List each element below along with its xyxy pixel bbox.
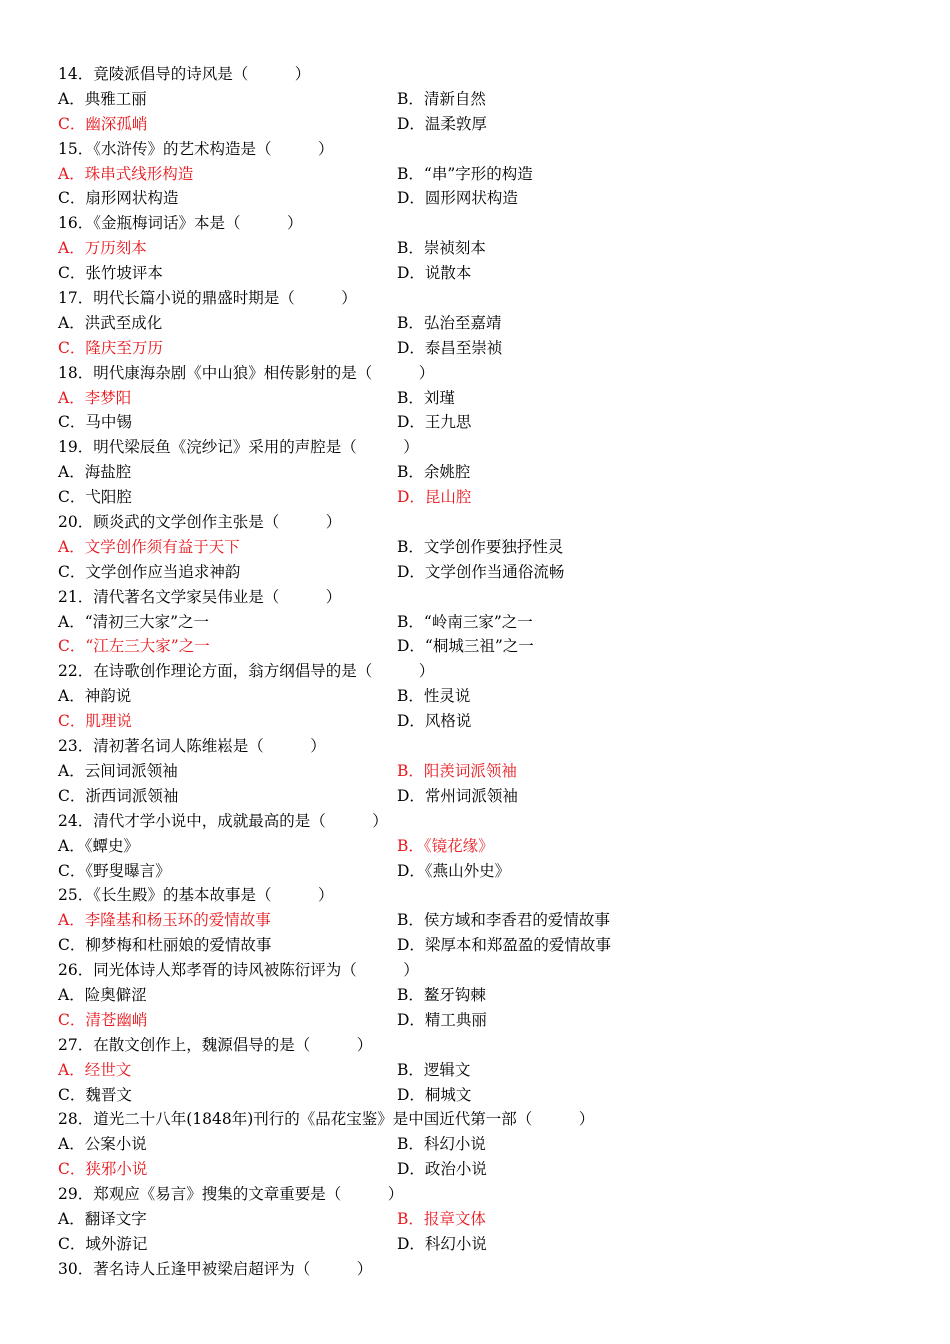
option: B．侯方域和李香君的爱情故事 — [397, 911, 610, 930]
option-row — [58, 859, 888, 884]
option-row — [58, 186, 888, 211]
correct-option: C．狭邪小说 — [58, 1160, 148, 1179]
option: B．崇祯刻本 — [397, 239, 486, 258]
option: D．泰昌至崇祯 — [397, 338, 503, 357]
question-stem: 29．郑观应《易言》搜集的文章重要是（ ） — [58, 1185, 404, 1204]
option-row — [58, 336, 888, 361]
option: A．典雅工丽 — [58, 89, 147, 108]
option: C．域外游记 — [58, 1234, 148, 1253]
option-row — [58, 236, 888, 261]
correct-option: C．清苍幽峭 — [58, 1010, 148, 1029]
option: D．桐城文 — [397, 1085, 472, 1104]
question-stem: 21．清代著名文学家吴伟业是（ ） — [58, 587, 342, 606]
option-row — [58, 1132, 888, 1157]
correct-option: C．“江左三大家”之一 — [58, 637, 210, 656]
option: C．《野叟曝言》 — [58, 861, 171, 880]
correct-option: C．幽深孤峭 — [58, 114, 148, 133]
question-stem: 23．清初著名词人陈维崧是（ ） — [58, 737, 326, 756]
option-row — [58, 759, 888, 784]
option-row — [58, 460, 888, 485]
option-row — [58, 311, 888, 336]
option: C．文学创作应当追求神韵 — [58, 562, 241, 581]
option-row — [58, 535, 888, 560]
option-row — [58, 410, 888, 435]
option-row — [58, 1058, 888, 1083]
option: B．“岭南三家”之一 — [397, 612, 533, 631]
correct-option: A．万历刻本 — [58, 239, 147, 258]
option: D．风格说 — [397, 712, 472, 731]
correct-option: A．李梦阳 — [58, 388, 132, 407]
option-row — [58, 386, 888, 411]
question-stem: 22．在诗歌创作理论方面，翁方纲倡导的是（ ） — [58, 662, 435, 681]
option: A．云间词派领袖 — [58, 761, 178, 780]
question-stem: 25．《长生殿》的基本故事是（ ） — [58, 886, 334, 905]
option-row — [58, 610, 888, 635]
option: B．余姚腔 — [397, 463, 471, 482]
option: C．浙西词派领袖 — [58, 786, 179, 805]
option: D．精工典丽 — [397, 1010, 487, 1029]
option: B．弘治至嘉靖 — [397, 313, 502, 332]
option-row — [58, 709, 888, 734]
option: A．海盐腔 — [58, 463, 132, 482]
option-row — [58, 560, 888, 585]
option: C．马中锡 — [58, 413, 132, 432]
option: B．科幻小说 — [397, 1135, 486, 1154]
option-row — [58, 634, 888, 659]
option: B．逻辑文 — [397, 1060, 471, 1079]
question-stem: 30．著名诗人丘逢甲被梁启超评为（ ） — [58, 1259, 373, 1278]
option: A．《蟫史》 — [58, 836, 139, 855]
question-stem: 16．《金瓶梅词话》本是（ ） — [58, 214, 303, 233]
question-stem: 19．明代梁辰鱼《浣纱记》采用的声腔是（ ） — [58, 438, 419, 457]
option: A．公案小说 — [58, 1135, 147, 1154]
correct-option: A．珠串式线形构造 — [58, 164, 194, 183]
option: C．弋阳腔 — [58, 488, 132, 507]
option-row — [58, 87, 888, 112]
option: D．科幻小说 — [397, 1234, 487, 1253]
question-stem: 20．顾炎武的文学创作主张是（ ） — [58, 513, 342, 532]
option: A．翻译文字 — [58, 1209, 147, 1228]
option: C．扇形网状构造 — [58, 189, 179, 208]
option: C．张竹坡评本 — [58, 264, 163, 283]
option: D．梁厚本和郑盈盈的爱情故事 — [397, 936, 611, 955]
option: B．鳌牙钩棘 — [397, 985, 486, 1004]
option-row — [58, 1083, 888, 1108]
correct-option: D．昆山腔 — [397, 488, 472, 507]
option-row — [58, 784, 888, 809]
option: D．政治小说 — [397, 1160, 487, 1179]
option-row — [58, 1232, 888, 1257]
option: A．神韵说 — [58, 687, 132, 706]
option: D．说散本 — [397, 264, 472, 283]
option: D．温柔敦厚 — [397, 114, 487, 133]
correct-option: C．隆庆至万历 — [58, 338, 163, 357]
correct-option: C．肌理说 — [58, 712, 132, 731]
option-row — [58, 983, 888, 1008]
option: B．性灵说 — [397, 687, 471, 706]
question-stem: 17．明代长篇小说的鼎盛时期是（ ） — [58, 289, 357, 308]
option-row — [58, 908, 888, 933]
option-row — [58, 162, 888, 187]
option: D．王九思 — [397, 413, 472, 432]
option: A．“清初三大家”之一 — [58, 612, 210, 631]
option: B．清新自然 — [397, 89, 486, 108]
option-row — [58, 1157, 888, 1182]
correct-option: B．阳羡词派领袖 — [397, 761, 517, 780]
option: B．“串”字形的构造 — [397, 164, 533, 183]
question-stem: 28．道光二十八年(1848年)刊行的《品花宝鉴》是中国近代第一部（ ） — [58, 1110, 595, 1129]
question-stem: 24．清代才学小说中，成就最高的是（ ） — [58, 811, 388, 830]
option: D．常州词派领袖 — [397, 786, 518, 805]
correct-option: A．经世文 — [58, 1060, 132, 1079]
correct-option: B．报章文体 — [397, 1209, 486, 1228]
option: A．洪武至成化 — [58, 313, 163, 332]
correct-option: B．《镜花缘》 — [397, 836, 494, 855]
question-stem: 27．在散文创作上，魏源倡导的是（ ） — [58, 1035, 373, 1054]
question-list — [58, 62, 888, 1282]
option: D．圆形网状构造 — [397, 189, 518, 208]
option-row — [58, 834, 888, 859]
option: A．险奥僻涩 — [58, 985, 147, 1004]
question-stem: 18．明代康海杂剧《中山狼》相传影射的是（ ） — [58, 363, 435, 382]
correct-option: A．李隆基和杨玉环的爱情故事 — [58, 911, 271, 930]
option: D．“桐城三祖”之一 — [397, 637, 534, 656]
option: B．文学创作要独抒性灵 — [397, 537, 564, 556]
option: B．刘瑾 — [397, 388, 455, 407]
question-stem: 26．同光体诗人郑孝胥的诗风被陈衍评为（ ） — [58, 961, 419, 980]
option-row — [58, 1008, 888, 1033]
option-row — [58, 933, 888, 958]
option: D．文学创作当通俗流畅 — [397, 562, 565, 581]
option: C．魏晋文 — [58, 1085, 132, 1104]
option-row — [58, 112, 888, 137]
option-row — [58, 684, 888, 709]
option-row — [58, 1207, 888, 1232]
option: D．《燕山外史》 — [397, 861, 511, 880]
option-row — [58, 485, 888, 510]
correct-option: A．文学创作须有益于天下 — [58, 537, 240, 556]
option-row — [58, 261, 888, 286]
option: C．柳梦梅和杜丽娘的爱情故事 — [58, 936, 272, 955]
question-stem: 15．《水浒传》的艺术构造是（ ） — [58, 139, 334, 158]
question-stem: 14．竟陵派倡导的诗风是（ ） — [58, 65, 311, 83]
